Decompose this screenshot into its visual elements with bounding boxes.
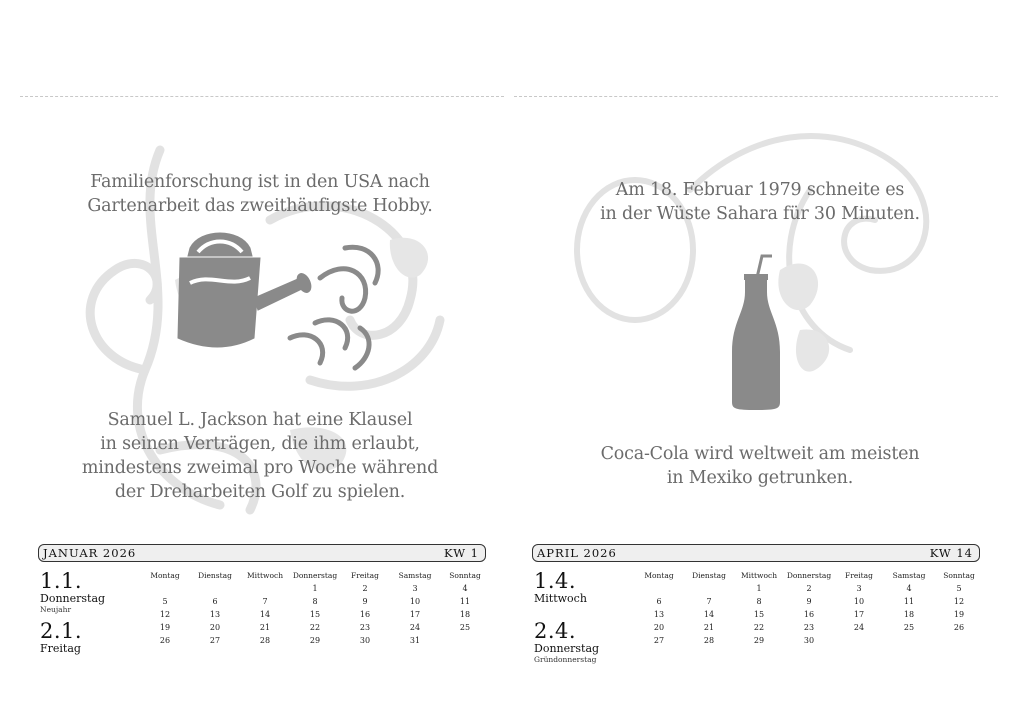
- fact-top-line: Am 18. Februar 1979 schneite es: [615, 180, 905, 200]
- day-cell: 15: [309, 610, 321, 619]
- day-cell: 10: [409, 597, 421, 606]
- left-calendar-page: [10, 0, 510, 721]
- day-cell: 25: [459, 623, 471, 632]
- day-cell: 31: [409, 636, 421, 645]
- day-cell: 28: [703, 636, 715, 645]
- bottle-with-straw-icon: [732, 252, 792, 414]
- right-calendar-page: [510, 0, 1010, 721]
- day-cell: 20: [653, 623, 665, 632]
- weekday-header: Dienstag: [198, 570, 232, 580]
- day-holiday: Gründonnerstag: [534, 655, 597, 664]
- day-cell: 12: [953, 597, 965, 606]
- weekday-header: Dienstag: [692, 570, 726, 580]
- fact-top: [550, 178, 970, 226]
- day-cell: 14: [703, 610, 715, 619]
- day-cell: 7: [706, 597, 712, 606]
- day-cell: 11: [459, 597, 471, 606]
- fact-bottom-line: in seinen Verträgen, die ihm erlaubt,: [100, 434, 420, 454]
- day-cell: 24: [409, 623, 421, 632]
- day-holiday: Neujahr: [40, 605, 72, 614]
- day-cell: 9: [806, 597, 812, 606]
- day-weekday: Donnerstag: [534, 642, 600, 655]
- day-cell: 4: [462, 584, 468, 593]
- day-cell: [934, 634, 984, 647]
- day-cell: 10: [853, 597, 865, 606]
- weekday-header-row: [140, 568, 490, 582]
- day-cell: 22: [309, 623, 321, 632]
- day-date: 1.4.: [534, 569, 577, 593]
- day-cell: 21: [259, 623, 271, 632]
- day-cell: 2: [806, 584, 812, 593]
- day-date: 2.1.: [40, 619, 83, 643]
- month-grid: [634, 568, 984, 647]
- calendar-week-label: KW 14: [929, 546, 973, 560]
- weekday-header: Mittwoch: [740, 570, 778, 580]
- day-cell: 29: [309, 636, 321, 645]
- calendar-week-label: KW 1: [444, 546, 479, 560]
- weekday-header: Donnerstag: [292, 570, 338, 580]
- week-row: [634, 595, 984, 608]
- day-cell: 30: [359, 636, 371, 645]
- weekday-header: Montag: [150, 570, 180, 580]
- day-cell: 26: [159, 636, 171, 645]
- day-cell: 24: [853, 623, 865, 632]
- fact-bottom-line: in Mexiko getrunken.: [666, 468, 854, 488]
- day-cell: 13: [653, 610, 665, 619]
- day-cell: 15: [753, 610, 765, 619]
- day-cell: 28: [259, 636, 271, 645]
- month-label: JANUAR 2026: [43, 546, 137, 560]
- day-cell: 11: [903, 597, 915, 606]
- day-entry: [534, 620, 599, 665]
- day-cell: 19: [953, 610, 965, 619]
- day-cell: 14: [259, 610, 271, 619]
- fact-top-line: Familienforschung ist in den USA nach: [90, 172, 430, 192]
- day-cell: 6: [212, 597, 218, 606]
- week-row: [634, 621, 984, 634]
- day-cell: 18: [459, 610, 471, 619]
- day-cell: 27: [209, 636, 221, 645]
- day-cell: 19: [159, 623, 171, 632]
- day-date: 2.4.: [534, 619, 577, 643]
- week-row: [140, 621, 490, 634]
- fact-top: [50, 170, 470, 218]
- day-cell: 23: [803, 623, 815, 632]
- day-cell: [240, 582, 290, 595]
- fact-top-line: Gartenarbeit das zweithäufigste Hobby.: [87, 196, 433, 216]
- day-cell: [440, 634, 490, 647]
- fact-bottom: [50, 408, 470, 504]
- day-cell: 23: [359, 623, 371, 632]
- day-cell: 4: [906, 584, 912, 593]
- day-entry: [534, 570, 587, 605]
- week-row: [634, 634, 984, 647]
- month-label: APRIL 2026: [537, 546, 617, 560]
- day-cell: 12: [159, 610, 171, 619]
- fact-bottom-line: der Dreharbeiten Golf zu spielen.: [114, 482, 406, 502]
- day-cell: 1: [312, 584, 318, 593]
- watering-can-icon: [170, 228, 400, 378]
- weekday-header: Donnerstag: [786, 570, 832, 580]
- fact-bottom-line: Samuel L. Jackson hat eine Klausel: [107, 410, 413, 430]
- day-cell: [684, 582, 734, 595]
- weekday-header: Freitag: [351, 570, 379, 580]
- day-weekday: Mittwoch: [534, 592, 587, 605]
- day-date: 1.1.: [40, 569, 83, 593]
- day-cell: 13: [209, 610, 221, 619]
- week-row: [140, 634, 490, 647]
- weekday-header: Freitag: [845, 570, 873, 580]
- weekday-header: Sonntag: [449, 570, 481, 580]
- day-entry: [40, 620, 82, 655]
- day-cell: 9: [362, 597, 368, 606]
- day-cell: 22: [753, 623, 765, 632]
- weekday-header-row: [634, 568, 984, 582]
- day-cell: 21: [703, 623, 715, 632]
- weekday-header: Mittwoch: [246, 570, 284, 580]
- day-cell: 8: [756, 597, 762, 606]
- weekday-header: Sonntag: [943, 570, 975, 580]
- calendar-header: [38, 544, 486, 562]
- fact-bottom-line: Coca-Cola wird weltweit am meisten: [600, 444, 920, 464]
- day-cell: 7: [262, 597, 268, 606]
- day-cell: [634, 582, 684, 595]
- week-row: [140, 595, 490, 608]
- day-cell: 3: [856, 584, 862, 593]
- calendar-header: [532, 544, 980, 562]
- day-cell: 20: [209, 623, 221, 632]
- day-cell: 6: [656, 597, 662, 606]
- day-cell: 1: [756, 584, 762, 593]
- day-cell: 2: [362, 584, 368, 593]
- week-row: [634, 582, 984, 595]
- weekday-header: Montag: [644, 570, 674, 580]
- day-cell: [834, 634, 884, 647]
- day-cell: 29: [753, 636, 765, 645]
- fact-top-line: in der Wüste Sahara für 30 Minuten.: [600, 204, 920, 224]
- week-row: [634, 608, 984, 621]
- week-row: [140, 608, 490, 621]
- day-cell: 5: [162, 597, 168, 606]
- day-cell: [884, 634, 934, 647]
- day-cell: 16: [359, 610, 371, 619]
- day-weekday: Freitag: [40, 642, 81, 655]
- day-weekday: Donnerstag: [40, 592, 106, 605]
- day-cell: 8: [312, 597, 318, 606]
- day-entry: [40, 570, 105, 615]
- day-cell: 18: [903, 610, 915, 619]
- day-cell: 27: [653, 636, 665, 645]
- weekday-header: Samstag: [892, 570, 926, 580]
- day-cell: 17: [409, 610, 421, 619]
- day-cell: 25: [903, 623, 915, 632]
- week-row: [140, 582, 490, 595]
- day-cell: [190, 582, 240, 595]
- day-cell: 5: [956, 584, 962, 593]
- day-cell: 26: [953, 623, 965, 632]
- day-cell: [140, 582, 190, 595]
- fact-bottom-line: mindestens zweimal pro Woche während: [81, 458, 439, 478]
- fact-bottom: [550, 442, 970, 490]
- weekday-header: Samstag: [398, 570, 432, 580]
- day-cell: 30: [803, 636, 815, 645]
- day-cell: 17: [853, 610, 865, 619]
- day-cell: 16: [803, 610, 815, 619]
- month-grid: [140, 568, 490, 647]
- day-cell: 3: [412, 584, 418, 593]
